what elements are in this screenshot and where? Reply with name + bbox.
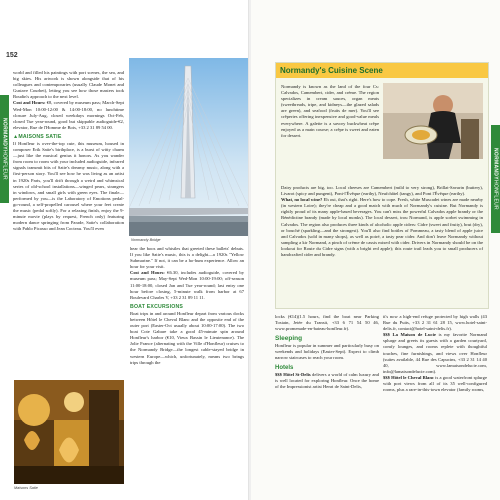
cuisine-paragraph-2: Dairy products are big, too. Local cheeses are Camembert (mild to very strong), Brillat-Savarin (buttery), Livarot (spicy and pungent), Pont-l'Évêque (earthy), Neufchâtel (tangy), and Pont l'Évêque (earthy). xyxy=(281,185,483,197)
body-paragraph: hear the boos and whistles that greeted these ballets' debuts. If you like Satie's music, this is a delight—a 1920s "Yellow Submarine." If not, it can be a ho-hum experience. Allow an hour for your visit. xyxy=(130,246,244,270)
side-tab-sub: HONFLEUR xyxy=(1,149,8,180)
side-tab-sub: HONFLEUR xyxy=(492,179,499,210)
museum-photo-image xyxy=(14,380,124,484)
hotel-name: $$$ La Maison de Lucie xyxy=(383,332,436,338)
hotel-name: $$$ Hôtel le Cheval Blanc xyxy=(383,374,434,380)
museum-caption: Maisons Satie xyxy=(14,486,38,490)
hotel-description: delivers a world of calm luxury and is well located for exploring Honfleur. Once the home of the Impressionist artist Henri de Saint-Delis, xyxy=(275,371,379,389)
section-heading-maisons-satie: ▲MAISONS SATIE xyxy=(13,133,62,140)
left-column-2 xyxy=(130,246,244,366)
cuisine-paragraph-3-label: What, no local wine? xyxy=(281,197,323,203)
museum-photo xyxy=(14,380,124,490)
cost-hours-label: Cost and Hours: xyxy=(130,270,165,276)
bridge-photo xyxy=(129,58,249,242)
cuisine-box-title: Normandy's Cuisine Scene xyxy=(276,63,488,78)
hotels-heading: Hotels xyxy=(275,364,294,371)
sleeping-heading: Sleeping xyxy=(275,335,303,343)
hotel-listing xyxy=(275,372,379,390)
hotel-description: is a good waterfront splurge with port views from all of its 35 well-configured rooms, plus a rare-in-this-town elevator (family rooms, xyxy=(383,374,488,393)
chef-photo xyxy=(383,83,483,159)
cost-hours-text: €8, covered by museum pass; March-Sept Wed-Mon 10:00-12:00 & 14:00-18:00, no lunchtime closure July-Aug, closed weekdays mornings Oct-Feb, closed Tue year-round, good but skippable audioguide-€2, elevator, Rue de l'Homme de Bois, +33 2 31 89 54 00. xyxy=(13,100,124,130)
cuisine-paragraph-1: Normandy is known as the land of the four Cs: Calvados, Camembert, cider, and crème. The region specializes in cream sauces, organ meats (sweetbreads, tripe, and kidneys—the glazed salads are green), and seafood (fruits de mer). You'll see crêperies offering inexpensive and good-value meals everywhere. A galette is a savory buckwheat crêpe enjoyed as a main course; a crêpe is sweet and eaten for dessert. xyxy=(281,84,379,138)
chef-photo-image xyxy=(383,83,483,159)
cost-hours-text: €6.30, includes audioguide, covered by museum pass; May-Sept Wed-Mon 10:00-19:00; off-season 11:00-18:00, closed Jan and Tue year-round; last entry one hour before closing, 5-minute walk from harbor at 67 Boulevard Charles V, +33 2 31 89 11 11. xyxy=(130,270,244,300)
bridge-photo-image xyxy=(129,58,249,236)
right-column-1 xyxy=(275,314,379,390)
cost-hours-paragraph xyxy=(130,270,244,300)
left-page xyxy=(0,0,249,500)
cuisine-paragraph-3 xyxy=(281,197,483,258)
section-side-tab xyxy=(0,95,9,203)
hotel-name: $$$ Hôtel St-Delis xyxy=(275,371,311,377)
cost-hours-paragraph xyxy=(13,100,124,130)
body-paragraph: world and filled his paintings with port scenes, the sea, and big skies. His artwork is shown alongside that of his colleagues and contemporaries (usually Claude Monet and Gustave Courbet), letting you see how those masters took Boudin's approach to the next level. xyxy=(13,70,124,100)
hotel-listing xyxy=(383,375,487,393)
side-tab-title: NORMANDY xyxy=(492,148,499,180)
cuisine-body-column xyxy=(281,185,483,258)
cost-hours-label: Cost and Hours: xyxy=(13,100,46,106)
body-paragraph: locks (€14)(1.5 hours, find the boat near Parking Tostain, Jetée du Transit, +33 6 71 54 50 46, www.promenade-en-bateau-honfleur.fr). xyxy=(275,314,379,332)
hotel-listing xyxy=(383,332,487,375)
bridge-caption: Normandy Bridge xyxy=(131,238,161,242)
side-tab-title: NORMANDY xyxy=(1,118,8,150)
cuisine-paragraph-3-text: Eh oui, that's right. Here's how to cope. Fresh, white Muscadet wines are made nearby (in western Loire); they're cheap and a good match with much of Normandy's cuisine. But Normandy is rightly proud of its many apple-based beverages. You can't miss the powerful Calvados apple brandy or the Bénédictine brandy (made by local monks). The local dessert, trou Normand, is apple sorbet swimming in Calvados. The region also produces three kinds of alcoholic apple ciders: Cidre (sweet and fruity), brut (dry), or bouché (sparkling—and the strongest). You'll also find bottles of Pommeau, a tasty blend of apple juice and Calvados (sold in many shops), as well as poiré, a tasty pear cider. And don't leave Normandy without sampling a kir Normand, a pinch of crème de cassis mixed with cider. Drivers in Normandy should be on the lookout for Route du Cidre signs (with a bright red apple); this route trail leads you to small producers of handcrafted cider and brandy. xyxy=(281,197,484,258)
boat-paragraph: Boat trips in and around Honfleur depart from various docks between Hôtel le Cheval Blanc and the opposite end of the outer port (Easter-Oct usually about 10:00-17:00). The two boat Cote Gabare take a good 45-minute spin around Honfleur's harbor (€10, Vieux Bassin le Lieutenance). The Jolie France (alternating with the Ville d'Honfleur) cruises to the Normandy Bridge—the longest cable-stayed bridge in western Europe—which, unfortunately, means two brings trips through the xyxy=(130,310,244,365)
cuisine-sidebar-box xyxy=(275,62,489,309)
page-number: 152 xyxy=(6,52,18,59)
section-side-tab xyxy=(491,125,500,233)
cuisine-intro-column xyxy=(281,84,379,139)
satie-paragraph: If Honfleur is over-the-top cute, this museum, housed in composer Erik Satie's birthplace, is a burst of witty charm—just like the musical genius it honors. As you wander from room to room with your included audioguide, infrared signals transmit bits of Satie's dreamy music, along with a first-person story. You'll see how he was living as an artist in 1920s Paris, you'll drift through a weird and whimsical series of old-school installations—winged pears, strangers in windows, and small girls with green eyes. The finale—performed by you—is the Laboratory of Emotions pedal-go-round, a self-propelled carousel where your feet create the music (pedal softly). For a relaxing finish, enjoy the 9-minute movie (plays by request, French only) featuring modern dance springing from Parade, Satie's collaboration with Pablo Picasso and Jean Cocteau. You'll even xyxy=(13,140,124,232)
left-column-1 xyxy=(13,70,124,232)
hotel-description: is my favorite Normand splurge and greets its guests with a garden courtyard, comfy lounges, and rooms replete with thoughtful touches, fine furnishings, and views over Honfleur (suites available, 44 Rue des Capucins, +33 2 31 14 40 40, www.lamaisondelucie.com, info@lamaisondelucie.com). xyxy=(383,332,487,374)
right-page xyxy=(251,0,500,500)
right-column-2 xyxy=(383,314,487,393)
sleeping-paragraph: Honfleur is popular in summer and particularly busy on weekends and holidays (Easter-Sept). Expect to climb narrow staircases to reach your room. xyxy=(275,343,379,361)
body-paragraph: it's now a high-end refuge protected by high walls (43 Rue du Puits, +33 2 31 61 28 15, www.hotel-saint-delis.fr, contact@hotel-saint-delis.fr). xyxy=(383,314,487,332)
section-heading-boat-excursions: BOAT EXCURSIONS xyxy=(130,303,184,310)
